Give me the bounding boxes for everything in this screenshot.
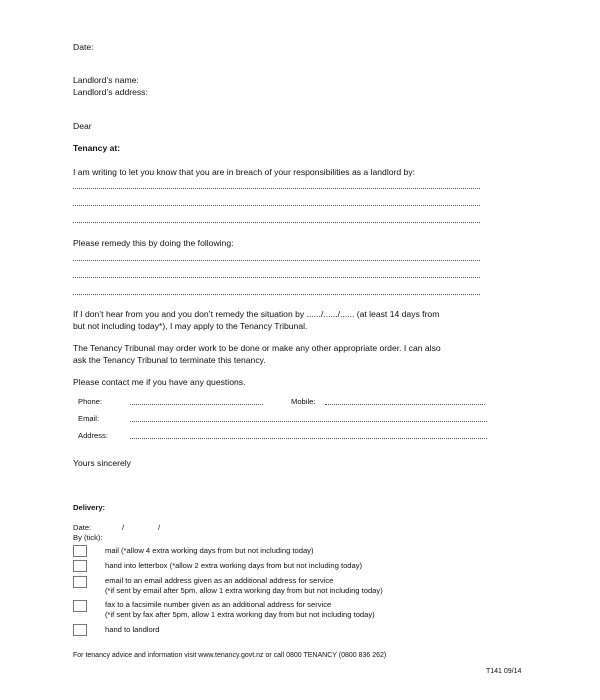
breach-line-3[interactable] [73,222,480,223]
breach-intro: I am writing to let you know that you are in breach of your responsibilities as a landlord by: [73,167,416,177]
checkbox-mail[interactable] [73,545,87,557]
remedy-line-3[interactable] [73,294,480,295]
deadline-line-2: but not including today*), I may apply to the Tenancy Tribunal. [73,321,308,331]
remedy-line-1[interactable] [73,260,480,261]
delivery-date-sep-1: / [122,523,125,532]
delivery-heading: Delivery: [73,503,106,512]
option-email-note: (*if sent by email after 5pm, allow 1 extra working day from but not including today) [105,586,383,595]
mobile-label: Mobile: [291,397,316,406]
checkbox-fax[interactable] [73,600,87,612]
option-fax-note: (*if sent by fax after 5pm, allow 1 extra working day from but not including today) [105,610,375,619]
salutation: Dear [73,121,92,131]
breach-line-1[interactable] [73,188,480,189]
option-email-label: email to an email address given as an additional address for service [105,576,334,585]
checkbox-email[interactable] [73,576,87,588]
address-field[interactable] [130,438,487,439]
remedy-intro: Please remedy this by doing the following: [73,238,234,248]
tribunal-line-2: ask the Tenancy Tribunal to terminate this tenancy. [73,355,266,365]
footer-info: For tenancy advice and information visit www.tenancy.govt.nz or call 0800 TENANCY (0800 836 262) [73,652,387,659]
deadline-line-1: If I don’t hear from you and you don’t remedy the situation by ....../....../...... (at least 14 days from [73,309,440,319]
contact-intro: Please contact me if you have any questions. [73,377,246,387]
option-fax-label: fax to a facsimile number given as an additional address for service [105,600,332,609]
email-field[interactable] [130,421,487,422]
delivery-date-label: Date: [73,523,92,532]
landlord-name-label: Landlord’s name: [73,75,139,85]
tenancy-at-label: Tenancy at: [73,143,121,153]
mobile-field[interactable] [325,404,485,405]
email-label: Email: [78,414,100,423]
phone-field[interactable] [130,404,263,405]
breach-line-2[interactable] [73,205,480,206]
form-code: T141 09/14 [486,668,522,675]
date-label: Date: [73,42,94,52]
option-letterbox-label: hand into letterbox (*allow 2 extra working days from but not including today) [105,561,363,570]
landlord-address-label: Landlord’s address: [73,87,148,97]
remedy-line-2[interactable] [73,277,480,278]
checkbox-letterbox[interactable] [73,560,87,572]
closing: Yours sincerely [73,458,131,468]
by-tick-label: By (tick): [73,533,103,542]
checkbox-hand[interactable] [73,624,87,636]
tribunal-line-1: The Tenancy Tribunal may order work to be done or make any other appropriate order. I can also [73,343,441,353]
option-hand-label: hand to landlord [105,625,160,634]
address-label: Address: [78,431,108,440]
delivery-date-sep-2: / [158,523,161,532]
option-mail-label: mail (*allow 4 extra working days from but not including today) [105,546,314,555]
phone-label: Phone: [78,397,103,406]
